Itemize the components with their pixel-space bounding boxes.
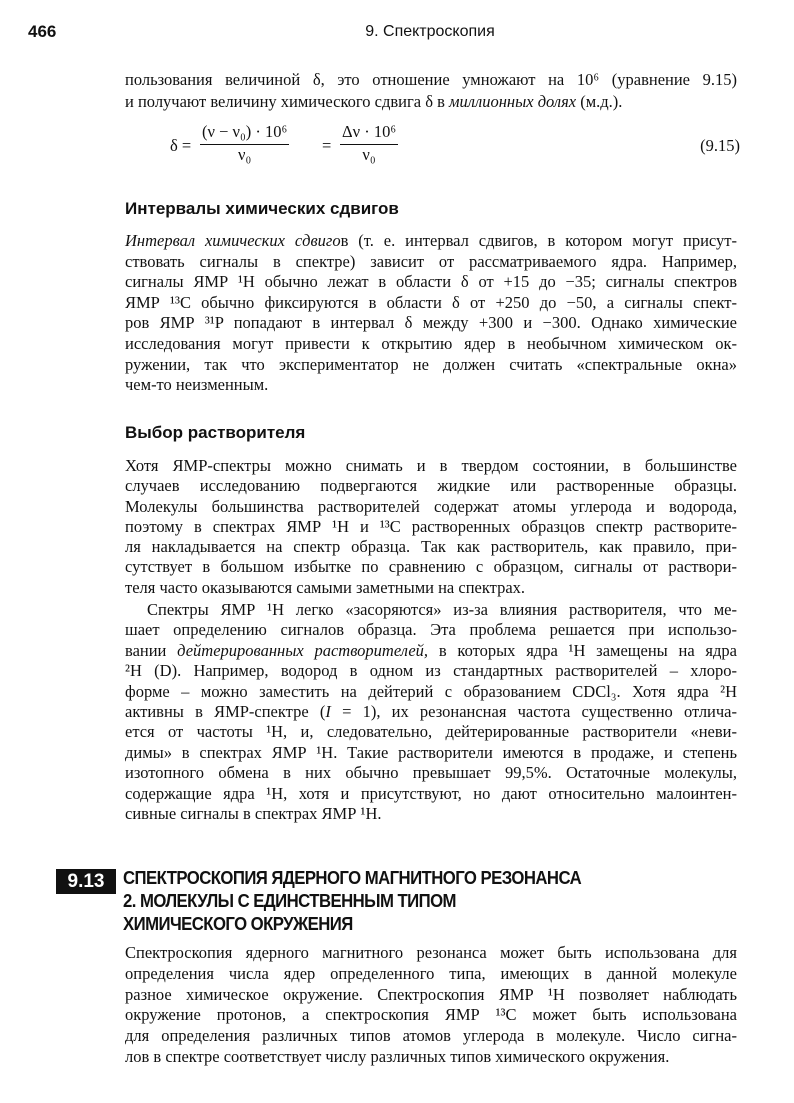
text-line [125, 293, 737, 314]
text-line [125, 456, 737, 476]
text-segment: вании [125, 640, 178, 660]
eq-equals: = [322, 136, 332, 155]
paragraph [125, 600, 737, 824]
text-segment: ется от частоты ¹H, и, следовательно, дейтерированные растворители «неви- [125, 722, 737, 742]
eq-lhs: δ = [170, 136, 192, 155]
text-line [125, 252, 737, 273]
text-segment: сигналы ЯМР ¹H обычно лежат в области δ от +15 до −35; сигналы спектров [125, 272, 737, 292]
text-line [125, 682, 737, 702]
text-line [125, 784, 737, 804]
text-segment: (м.д.). [576, 91, 623, 111]
text-line [125, 722, 737, 742]
eq-frac2-numerator: Δν · 10⁶ [340, 122, 398, 145]
text-segment: исследования могут привести к открытию ядер в необычном химическом ок- [125, 333, 737, 353]
text-segment: ля накладывается на спектр образца. Так как растворитель, как правило, при- [125, 537, 737, 557]
text-segment: Хотя ЯМР-спектры можно снимать и в твердом состоянии, в большинстве [125, 456, 737, 475]
text-segment: в которых ядра ¹H замещены на ядра [428, 640, 737, 660]
text-segment: сутствует в большом избытке по сравнению с образцом, сигналы от раствори- [125, 557, 737, 577]
text-segment: определения числа ядер определенного типа, имеющих в данной молекуле [125, 963, 737, 983]
text-line [125, 476, 737, 496]
text-line [125, 557, 737, 577]
text-segment: шает определению сигналов образца. Эта проблема решается при использо- [125, 620, 737, 640]
text-segment: ЯМР ¹³C обычно фиксируются в области δ от +250 до −50, а сигналы спект- [125, 292, 737, 312]
subheading-solvent-choice: Выбор растворителя [125, 423, 306, 442]
text-segment: в (т. е. интервал сдвигов, в котором могут присут- [340, 231, 737, 250]
eq-number: (9.15) [700, 136, 740, 155]
text-segment: теля часто оказываются самыми заметными на спектрах. [125, 577, 526, 597]
text-line [125, 620, 737, 640]
italic-term: Интервал химических сдвиго [125, 231, 341, 250]
text-segment: Спектроскопия ядерного магнитного резонанса может быть использована для [125, 943, 737, 962]
paragraph [125, 456, 737, 598]
text-segment: пользования величиной δ, это отношение умножают на 10⁶ (уравнение 9.15) [125, 70, 737, 89]
text-segment: ²H (D). Например, водород в одном из стандартных растворителей – хлоро- [125, 661, 737, 681]
text-line [125, 578, 737, 598]
text-line [125, 355, 737, 376]
text-line [125, 497, 737, 517]
italic-term: I [325, 701, 331, 721]
paragraph [125, 943, 737, 1068]
text-segment: димы» в спектрах ЯМР ¹H. Такие растворители имеются в продаже, и степень [125, 742, 737, 762]
text-line [125, 661, 737, 681]
text-segment: сивные сигналы в спектрах ЯМР ¹H. [125, 803, 382, 823]
text-segment: форме – можно заместить на дейтерий с образованием CDCl₃. Хотя ядра ²H [125, 681, 737, 701]
text-segment: ров ЯМР ³¹P попадают в интервал δ между +300 и −300. Однако химические [125, 313, 737, 333]
section-heading-line: 2. МОЛЕКУЛЫ С ЕДИНСТВЕННЫМ ТИПОМ [123, 891, 456, 911]
section-heading [123, 867, 581, 936]
section-number-badge: 9.13 [56, 869, 116, 894]
text-line [125, 985, 737, 1006]
text-segment: разное химическое окружение. Спектроскопия ЯМР ¹H позволяет наблюдать [125, 984, 737, 1004]
subheading-shift-ranges: Интервалы химических сдвигов [125, 199, 399, 218]
text-segment: Молекулы большинства растворителей содержат атомы углерода и водорода, [125, 496, 737, 516]
text-segment: и получают величину химического сдвига δ в [125, 91, 450, 111]
text-segment: случаев исследованию подвергаются жидкие или растворенные образцы. [125, 476, 737, 496]
text-line [125, 313, 737, 334]
equation-9-15 [170, 122, 740, 172]
text-segment: для определения различных типов атомов углерода в молекуле. Число сигна- [125, 1026, 737, 1046]
section-heading-line: СПЕКТРОСКОПИЯ ЯДЕРНОГО МАГНИТНОГО РЕЗОНАНСА [123, 868, 582, 888]
text-segment: чем-то неизменным. [125, 375, 269, 395]
text-line [125, 1005, 737, 1026]
text-line [125, 91, 737, 113]
text-line [125, 375, 737, 396]
text-line [125, 334, 737, 355]
text-segment: лов в спектре соответствует числу различных типов химического окружения. [125, 1046, 670, 1066]
eq-frac1-denominator: ν₀ [238, 145, 252, 164]
text-line [125, 537, 737, 557]
text-segment: ружении, так что экспериментатор не должен считать «спектральные окна» [125, 354, 737, 374]
text-line [125, 231, 737, 252]
text-segment: поэтому в спектрах ЯМР ¹H и ¹³C растворенных образцов спектр растворите- [125, 516, 737, 536]
text-line [125, 1047, 737, 1068]
text-line [125, 69, 737, 91]
text-line [125, 763, 737, 783]
text-line [125, 1026, 737, 1047]
eq-frac2-denominator: ν₀ [362, 145, 376, 164]
text-line [125, 641, 737, 661]
italic-term: миллионных долях [449, 91, 577, 111]
text-segment: Спектры ЯМР ¹H легко «засоряются» из-за влияния растворителя, что ме- [147, 600, 737, 619]
text-line [125, 804, 737, 824]
running-title: 9. Спектроскопия [365, 23, 495, 40]
section-heading-line: ХИМИЧЕСКОГО ОКРУЖЕНИЯ [123, 914, 353, 934]
text-line [125, 743, 737, 763]
text-segment: содержащие ядра ¹H, хотя и присутствуют, но дают относительно малоинтен- [125, 783, 737, 803]
text-segment: активны в ЯМР-спектре ( [125, 701, 326, 721]
text-segment: окружение протонов, а спектроскопия ЯМР ¹³C может быть использована [125, 1005, 737, 1025]
text-line [125, 600, 737, 620]
text-line [125, 272, 737, 293]
text-segment: = 1), их резонансная частота существенно отлича- [330, 701, 738, 721]
text-line [125, 517, 737, 537]
text-line [125, 702, 737, 722]
text-line [125, 964, 737, 985]
text-line [125, 943, 737, 964]
text-segment: изотопного обмена в них обычно превышает 99,5%. Остаточные молекулы, [125, 763, 737, 783]
eq-frac1-numerator: (ν − ν₀) · 10⁶ [200, 122, 289, 145]
page-number: 466 [28, 22, 57, 41]
paragraph [125, 231, 737, 396]
intro-paragraph [125, 69, 737, 112]
text-segment: ствовать сигналы в спектре) зависит от рассматриваемого ядра. Например, [125, 251, 737, 271]
italic-term: дейтерированных растворителей, [177, 640, 429, 660]
